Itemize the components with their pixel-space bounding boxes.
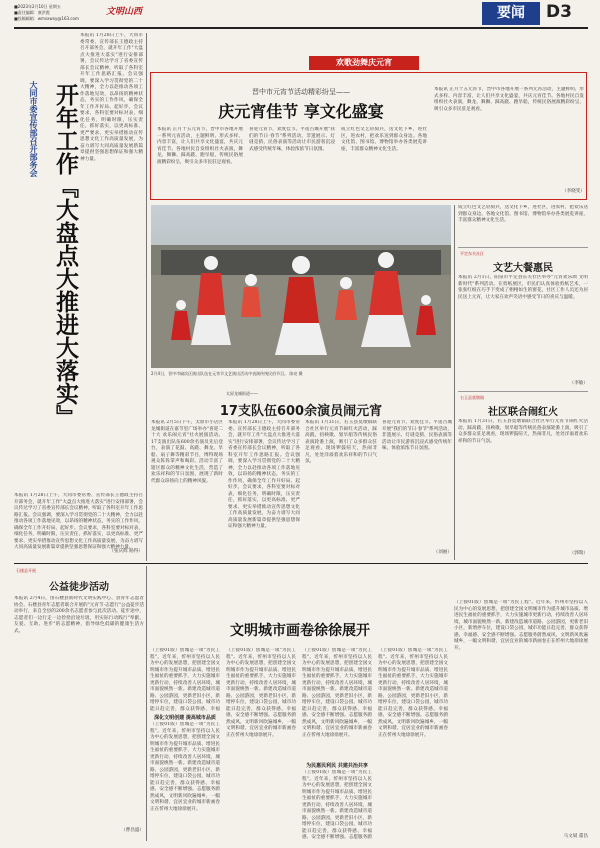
right-story2-author: （郭瑞） <box>569 551 588 556</box>
left-story-body: 本报讯 1月28日上午，大同市委常委、宣传部长王德政主持召开部务会，就开年工作"大盘点大推进大落实"进行安排部署，会议传达学习了省委宣传部长会议精神，听取了各科室开年工作思路汇报。会议强调，要深入学习贯彻党的二十大精神，全力以赴推动各项工作落地见效，以昂扬的精神状态，务实的工作作风，确保全年工作开好局、起好步。会议要求，各科室要对标对表，细化任务，明确时限，压实责任，抓好落实，以更高标准、更严要求、更实举措推动宣传思想文化工作高质量发展，为奋力谱写大同高质量发展新篇章提供坚强思想保证和强大精神力量。 <box>80 33 143 162</box>
left-story-kicker: 大同市委宣传部召开部务会 <box>29 81 38 177</box>
right-story2-kicker: 右玉县莫墩镇 <box>460 395 484 400</box>
page-number: D3 <box>546 2 572 22</box>
right-story-kicker: 平定东关社区 <box>460 251 484 256</box>
bottom-left-body: 本报讯 2月4日，由石楼县新时代文明实践中心、县青年志愿者协会、石楼县青年志愿者联合开展的"元宵节·志愿行"公益徒步活动举行，来自全县的200余名志愿者参与此次活动。徒步途中，志愿者们一边行走一边捡拾沿途垃圾，用实际行动践行"奉献、友爱、互助、进步"的志愿精神，倡导绿色低碳的健康生活方式。 <box>14 596 144 634</box>
right-story2-body: 本报讯 1月31日，右玉县莫墩镇联合社区举行元宵节闹红火活动，踩高跷、扭秧歌、划旱船等传统民俗表演轮番上演，吸引了众多群众驻足观看，现场锣鼓喧天，热闹非凡，处处洋溢着欢乐祥和的节日气氛。 <box>458 419 588 444</box>
column-divider-2 <box>454 205 455 560</box>
banner-label: 欢歌劲舞庆元宵 <box>309 56 419 70</box>
bottom-story-subhead-2: 为民惠民利民 共建共治共享 <box>306 763 368 769</box>
photo-caption: 2月4日，晋中市榆次区演出队伍在元宵节文艺演出活动中表演传统民俗节目。 陈亮 摄 <box>151 371 303 376</box>
masthead-date: ■2023年2月10日 星期五 <box>14 4 61 9</box>
mid-story-body-4: 喜迎元宵节，欢度佳节。平遥古城开展"我们的节日·春节"系列活动，非遗展示、灯谜竞猜、民俗表演等活动让市民游客沉浸式感受传统年味，体验浓浓节日氛围。 <box>382 420 452 451</box>
right-story-rule <box>458 247 588 248</box>
lead-story-author: （李晓雯） <box>562 189 585 194</box>
lead-story-body-1: 本报讯 正月十五元宵节，晋中市各地开展一系列元宵活动，主题鲜明、形式多样、内容丰富，让人们共享文化盛宴，共庆元宵佳节。各地村民自发组织社火表演，舞龙、舞狮、踩高跷、跑旱船，传统民俗展演精彩纷呈，吸引众多市民驻足观看。 <box>157 127 243 165</box>
right-top-body: 成立红色文艺轻骑兵，送文化下乡，进社区，进农村，把欢乐送到群众身边。各地文化馆、图书馆、博物馆举办各类展览讲座，丰富群众精神文化生活。 <box>458 205 588 223</box>
bottom-story-headline: 文明城市画卷徐徐展开 <box>230 623 370 639</box>
column-divider-3 <box>146 566 147 841</box>
mid-story-kicker: 太原龙城街道—— <box>226 391 258 396</box>
masthead-editor: ■责任编辑：康洪霞 <box>14 10 50 15</box>
left-story-author: （张庆辉 路得） <box>109 549 143 554</box>
right-story-author: （李敏） <box>569 381 588 386</box>
horizontal-divider <box>14 563 588 564</box>
right-column <box>458 205 588 560</box>
section-label: 要闻 <box>482 2 540 25</box>
right-story-body: 本报讯 2月1日，阳泉市平定县东关社区举办"元宵欢乐颂 文明新时代"系列活动。在剪纸展区，市民们认真体验剪纸艺术，一张张红纸在巧手下变成了栩栩如生的窗花，社区工作人员还为居民送上元宵，让大家在欢声笑语中感受节日的喜庆与温暖。 <box>458 275 588 300</box>
bottom-story-body-1b: （上接01版）创城是一项"为民工程"。近年来，忻州市坚持以人民为中心的发展思想，把创建全国文明城市作为提升城市品质、增进民生福祉的重要抓手，大力实施城市更新行动，持续改善人居环境，城市面貌焕然一新。新建改造城市道路、公园游园，更新老旧小区，新增停车位，建设口袋公园，城市功能日趋完善，群众获得感、幸福感、安全感不断增强。志愿服务蔚然成风，文明新风吹遍城乡，一幅文明和谐、宜居宜业的城市新画卷正在忻州大地徐徐展开。 <box>150 722 220 812</box>
mid-story-body-1: 本报讯 2月5日下午，太原市小店区龙城街道在嘉节里广场举办"喜迎二十大 欢乐闹元宵"社火展演活动。17支演出队伍600余名演员先后登台，表演了花鼓、高跷、舞龙、旱船、扇子舞等精彩节目，博得现场观众阵阵掌声和喝彩。活动丰富了辖区群众的精神文化生活，营造了欢乐祥和的节日氛围，展现了新时代群众昂扬向上的精神风貌。 <box>151 420 223 484</box>
masthead-logo: 文明山西 <box>106 7 143 17</box>
bottom-story-body-2: （上接01版）创城是一项"为民工程"。近年来，忻州市坚持以人民为中心的发展思想，把创建全国文明城市作为提升城市品质、增进民生福祉的重要抓手，大力实施城市更新行动，持续改善人居环境，城市面貌焕然一新。新建改造城市道路、公园游园，更新老旧小区，新增停车位，建设口袋公园，城市功能日趋完善，群众获得感、幸福感、安全感不断增强。志愿服务蔚然成风，文明新风吹遍城乡，一幅文明和谐、宜居宜业的城市新画卷正在忻州大地徐徐展开。 <box>226 648 296 738</box>
lead-story-kicker: 晋中市元宵节活动精彩纷呈—— <box>252 88 350 96</box>
left-story <box>14 33 144 561</box>
bottom-story-body-3b: （上接01版）创城是一项"为民工程"。近年来，忻州市坚持以人民为中心的发展思想，把创建全国文明城市作为提升城市品质、增进民生福祉的重要抓手，大力实施城市更新行动，持续改善人居环境，城市面貌焕然一新。新建改造城市道路、公园游园，更新老旧小区，新增停车位，建设口袋公园，城市功能日趋完善，群众获得感、幸福感、安全感不断增强。志愿服务蔚 <box>302 770 372 840</box>
bottom-story-author: 马文斌 董昌 <box>563 834 588 839</box>
dance-performance-image <box>151 205 451 368</box>
bottom-left-author: （曹昌盛） <box>121 828 144 833</box>
lead-story-box <box>150 72 587 200</box>
bottom-story-body-5: （上接01版）创城是一项"为民工程"。近年来，忻州市坚持以人民为中心的发展思想，把创建全国文明城市作为提升城市品质、增进民生福祉的重要抓手，大力实施城市更新行动，持续改善人居环境，城市面貌焕然一新。新建改造城市道路、公园游园，更新老旧小区，新增停车位，建设口袋公园，城市功能日趋完善，群众获得感、幸福感、安全感不断增强。志愿服务蔚然成风，文明新风吹遍城乡，一幅文明和谐、宜居宜业的城市新画卷正在忻州大地徐徐展开。 <box>454 600 588 651</box>
right-story2-headline: 社区联合闹红火 <box>488 407 558 418</box>
lead-story-headline: 庆元宵佳节 享文化盛宴 <box>218 102 384 121</box>
lead-story-body-2: 喜迎元宵节，欢度佳节。平遥古城开展"我们的节日·春节"系列活动，非遗展示、灯谜竞猜、民俗表演等活动让市民游客沉浸式感受传统年味，体验浓浓节日氛围。 <box>249 127 335 152</box>
column-divider-1 <box>146 33 147 561</box>
right-story2-rule <box>458 391 588 392</box>
left-story-body-cont: 本报讯 1月28日上午，大同市委常委、宣传部长王德政主持召开部务会，就开年工作"大盘点大推进大落实"进行安排部署，会议传达学习了省委宣传部长会议精神，听取了各科室开年工作思路汇报。会议强调，要深入学习贯彻党的二十大精神，全力以赴推动各项工作落地见效，以昂扬的精神状态，务实的工作作风，确保全年工作开好局、起好步。会议要求，各科室要对标对表，细化任务，明确时限，压实责任，抓好落实，以更高标准、更严要求、更实举措推动宣传思想文化工作高质量发展，为奋力谱写大同高质量发展新篇章提供坚强思想保证和强大精神力量。 <box>14 493 143 550</box>
bottom-left-kicker: 石楼县开展 <box>16 568 36 573</box>
bottom-story-body-3: （上接01版）创城是一项"为民工程"。近年来，忻州市坚持以人民为中心的发展思想，把创建全国文明城市作为提升城市品质、增进民生福祉的重要抓手，大力实施城市更新行动，持续改善人居环境，城市面貌焕然一新。新建改造城市道路、公园游园，更新老旧小区，新增停车位，建设口袋公园，城市功能日趋完善，群众获得感、幸福感、安全感不断增强。志愿服务蔚然成风，文明新风吹遍城乡，一幅文明和谐、宜居宜业的城市新画卷正在忻州大地徐徐展开。 <box>302 648 372 738</box>
bottom-story-body-1: （上接01版）创城是一项"为民工程"。近年来，忻州市坚持以人民为中心的发展思想，把创建全国文明城市作为提升城市品质、增进民生福祉的重要抓手，大力实施城市更新行动，持续改善人居环境，城市面貌焕然一新。新建改造城市道路、公园游园，更新老旧小区，新增停车位，建设口袋公园，城市功能日趋完善，群众获得感、幸福 <box>150 648 220 712</box>
bottom-left-headline: 公益徒步活动 <box>49 582 109 593</box>
mid-story-headline: 17支队伍600余演员闹元宵 <box>219 404 383 419</box>
mid-story-body-2: 本报讯 1月28日上午，大同市委常委、宣传部长王德政主持召开部务会，就开年工作"大盘点大推进大落实"进行安排部署，会议传达学习了省委宣传部长会议精神，听取了各科室开年工作思路汇报。会议强调，要深入学习贯彻党的二十大精神，全力以赴推动各项工作落地见效，以昂扬的精神状态，务实的工作作风，确保全年工作开好局、起好步。会议要求，各科室要对标对表，细化任务，明确时限，压实责任，抓好落实，以更高标准、更严要求、更实举措推动宣传思想文化工作高质量发展，为奋力谱写大同高质量发展新篇章提供坚强思想保证和强大精神力量。 <box>228 420 300 529</box>
masthead-email: ■投稿邮箱：wmsxwxy@163.com <box>14 16 79 21</box>
mid-story-body-3: 本报讯 1月31日，右玉县莫墩镇联合社区举行元宵节闹红火活动，踩高跷、扭秧歌、划旱船等传统民俗表演轮番上演，吸引了众多群众驻足观看，现场锣鼓喧天，热闹非凡，处处洋溢着欢乐祥和的节日气氛。 <box>305 420 377 464</box>
bottom-story-body-4: （上接01版）创城是一项"为民工程"。近年来，忻州市坚持以人民为中心的发展思想，把创建全国文明城市作为提升城市品质、增进民生福祉的重要抓手，大力实施城市更新行动，持续改善人居环境，城市面貌焕然一新。新建改造城市道路、公园游园，更新老旧小区，新增停车位，建设口袋公园，城市功能日趋完善，群众获得感、幸福感、安全感不断增强。志愿服务蔚然成风，文明新风吹遍城乡，一幅文明和谐、宜居宜业的城市新画卷正在忻州大地徐徐展开。 <box>378 648 448 738</box>
lead-photo <box>151 205 451 368</box>
lead-story-body-4: 本报讯 正月十五元宵节，晋中市各地开展一系列元宵活动，主题鲜明、形式多样、内容丰富，让人们共享文化盛宴，共庆元宵佳节。各地村民自发组织社火表演，舞龙、舞狮、踩高跷、跑旱船，传统民俗展演精彩纷呈，吸引众多市民驻足观看。 <box>434 87 584 112</box>
mid-story-author: （刘丽） <box>433 550 452 555</box>
lead-story-body-3: 成立红色文艺轻骑兵，送文化下乡，进社区，进农村，把欢乐送到群众身边。各地文化馆、图书馆、博物馆举办各类展览讲座，丰富群众精神文化生活。 <box>341 127 427 152</box>
masthead-rule <box>14 27 588 29</box>
bottom-story-subhead-1: 深化文明创建 提高城市品质 <box>154 715 216 721</box>
right-story-headline: 文艺大餐惠民 <box>493 263 553 274</box>
bottom-left-story <box>14 566 144 841</box>
left-story-headline: 开年工作『大盘点大推进大落实』 <box>52 83 78 428</box>
